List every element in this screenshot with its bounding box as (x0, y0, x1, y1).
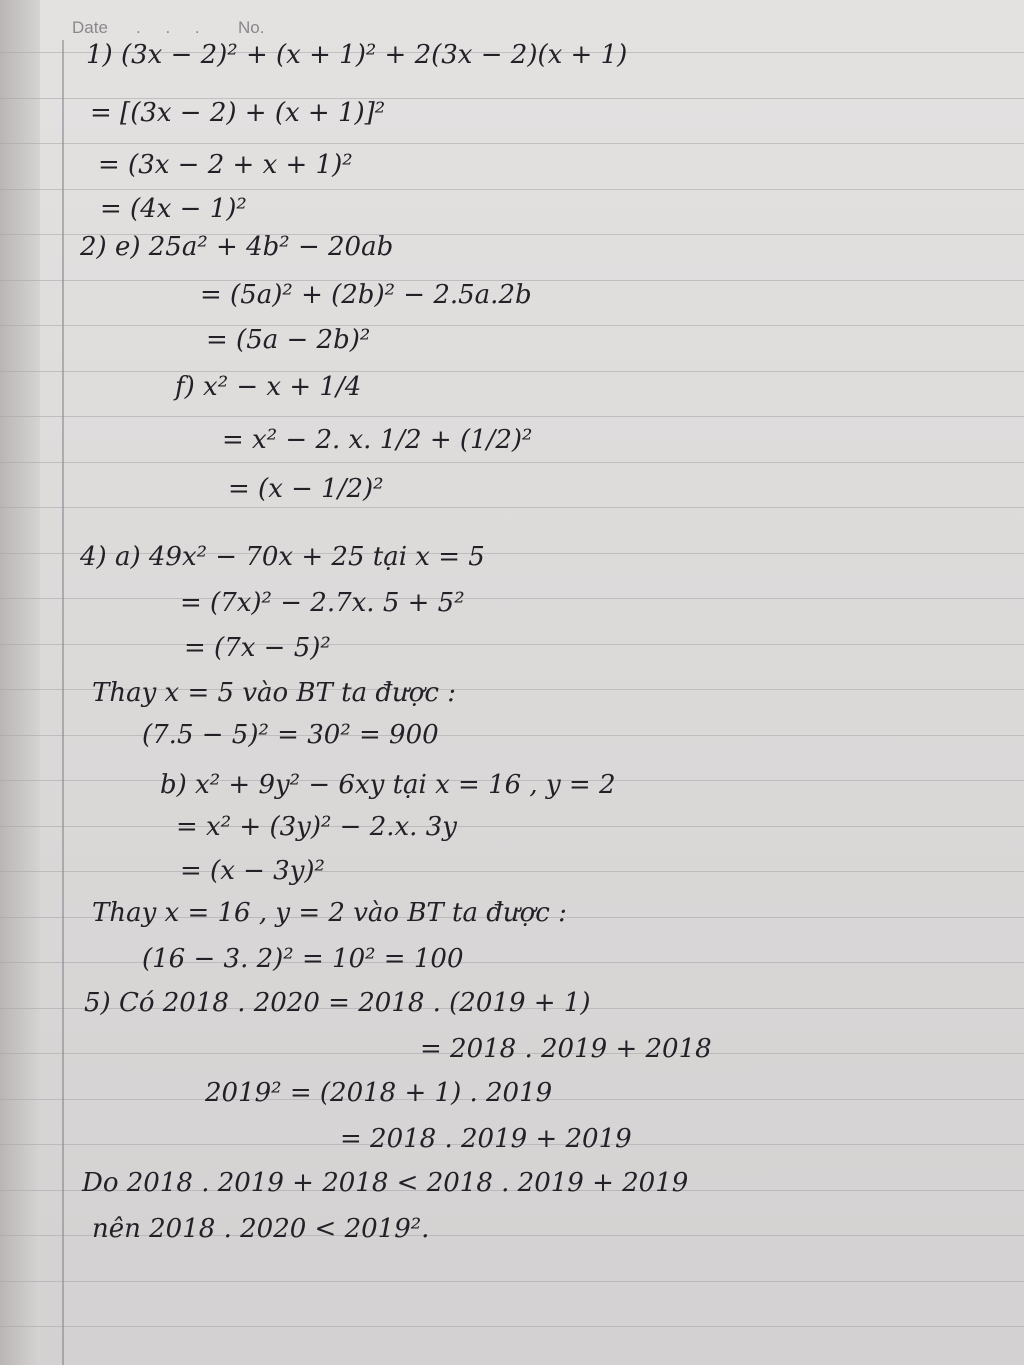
ruled-line (0, 371, 1024, 372)
handwritten-line: (7.5 − 5)² = 30² = 900 (142, 720, 439, 750)
handwritten-line: Thay x = 16 , y = 2 vào BT ta được : (92, 898, 567, 928)
handwritten-line: = (7x − 5)² (184, 633, 331, 663)
handwritten-line: = (7x)² − 2.7x. 5 + 5² (180, 588, 465, 618)
handwritten-line: = (5a)² + (2b)² − 2.5a.2b (200, 280, 532, 310)
handwritten-line: = (5a − 2b)² (206, 325, 371, 355)
handwritten-line: = x² + (3y)² − 2.x. 3y (176, 812, 457, 842)
ruled-line (0, 1326, 1024, 1327)
ruled-line (0, 325, 1024, 326)
handwritten-line: b) x² + 9y² − 6xy tại x = 16 , y = 2 (160, 770, 616, 800)
ruled-line (0, 462, 1024, 463)
handwritten-line: 1) (3x − 2)² + (x + 1)² + 2(3x − 2)(x + 1) (86, 40, 628, 70)
handwritten-line: = (4x − 1)² (100, 194, 247, 224)
ruled-line (0, 1281, 1024, 1282)
number-label: No. (238, 18, 265, 37)
ruled-line (0, 871, 1024, 872)
handwritten-line: (16 − 3. 2)² = 10² = 100 (142, 944, 464, 974)
handwritten-line: Do 2018 . 2019 + 2018 < 2018 . 2019 + 2019 (82, 1168, 689, 1198)
ruled-line (0, 416, 1024, 417)
ruled-line (0, 189, 1024, 190)
ruled-line (0, 644, 1024, 645)
page-shadow (0, 0, 40, 1365)
handwritten-line: = (x − 1/2)² (228, 474, 384, 504)
handwritten-line: f) x² − x + 1/4 (175, 372, 362, 402)
handwritten-line: 5) Có 2018 . 2020 = 2018 . (2019 + 1) (84, 988, 591, 1018)
handwritten-line: nên 2018 . 2020 < 2019². (92, 1214, 430, 1244)
ruled-line (0, 143, 1024, 144)
handwritten-line: = (x − 3y)² (180, 856, 325, 886)
handwritten-line: 2) e) 25a² + 4b² − 20ab (80, 232, 394, 262)
handwritten-line: Thay x = 5 vào BT ta được : (92, 678, 456, 708)
ruled-line (0, 826, 1024, 827)
handwritten-line: = [(3x − 2) + (x + 1)]² (90, 98, 386, 128)
margin-line (62, 40, 64, 1365)
handwritten-line: 4) a) 49x² − 70x + 25 tại x = 5 (80, 542, 485, 572)
handwritten-line: 2019² = (2018 + 1) . 2019 (205, 1078, 553, 1108)
handwritten-line: = 2018 . 2019 + 2018 (420, 1034, 712, 1064)
date-dots: . . . (136, 18, 210, 37)
date-label: Date (72, 18, 108, 37)
ruled-line (0, 507, 1024, 508)
ruled-line (0, 598, 1024, 599)
handwritten-line: = 2018 . 2019 + 2019 (340, 1124, 632, 1154)
handwritten-line: = (3x − 2 + x + 1)² (98, 150, 353, 180)
handwritten-line: = x² − 2. x. 1/2 + (1/2)² (222, 425, 533, 455)
